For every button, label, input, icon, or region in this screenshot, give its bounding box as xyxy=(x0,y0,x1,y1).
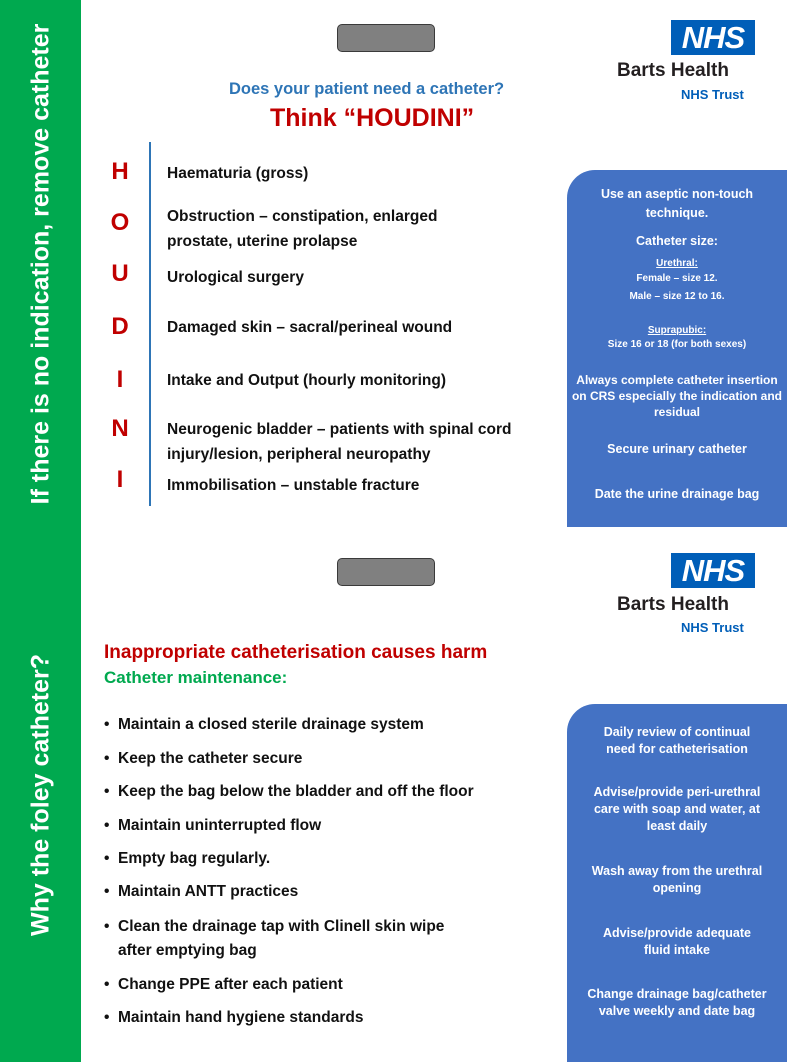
think-houdini-heading: Think “HOUDINI” xyxy=(270,104,475,132)
maintenance-item-continuation: after emptying bag xyxy=(118,942,257,959)
fluid-intake-text: Advise/provide adequate fluid intake xyxy=(603,926,751,957)
houdini-letter-d: D xyxy=(111,313,129,340)
date-bag-text: Date the urine drainage bag xyxy=(594,487,760,501)
houdini-criterion-n: Neurogenic bladder – patients with spinal cord injury/lesion, peripheral neuropathy xyxy=(167,421,512,463)
houdini-divider xyxy=(149,142,151,506)
secure-catheter-text: Secure urinary catheter xyxy=(607,442,747,456)
houdini-letter-i: I xyxy=(116,366,124,393)
placeholder-pill-top xyxy=(337,24,435,52)
catheter-size-heading: Catheter size: xyxy=(636,234,718,248)
peri-urethral-care-text: Advise/provide peri-urethral care with soap and water, at least daily xyxy=(593,785,761,833)
wash-away-text: Wash away from the urethral opening xyxy=(591,864,763,895)
maintenance-item: • Maintain hand hygiene standards xyxy=(104,1009,364,1026)
houdini-criterion-h: Haematuria (gross) xyxy=(167,165,309,182)
suprapubic-label: Suprapubic: xyxy=(647,325,707,336)
houdini-letter-o: O xyxy=(110,209,130,236)
houdini-criterion-i: Intake and Output (hourly monitoring) xyxy=(167,372,446,389)
sidebar-remove-catheter xyxy=(0,0,81,527)
trust-name-top: NHS Trust xyxy=(681,87,744,102)
houdini-criterion-u: Urological surgery xyxy=(167,269,304,286)
houdini-criterion-i2: Immobilisation – unstable fracture xyxy=(167,477,420,494)
change-drainage-text: Change drainage bag/catheter valve weekly and date bag xyxy=(587,987,767,1018)
aseptic-text: Use an aseptic non-touch technique. xyxy=(600,187,754,220)
org-name-top: Barts Health xyxy=(617,60,729,81)
sidebar-remove-catheter-text: If there is no indication, remove catheter xyxy=(26,23,54,504)
houdini-letter-n: N xyxy=(111,415,129,442)
nhs-logo-top: NHS xyxy=(671,20,755,55)
urethral-male-size: Male – size 12 to 16. xyxy=(629,291,725,302)
maintenance-item: • Keep the catheter secure xyxy=(104,750,303,767)
catheter-question: Does your patient need a catheter? xyxy=(229,80,505,98)
sidebar-why-foley-text: Why the foley catheter? xyxy=(26,653,54,936)
maintenance-item: • Maintain ANTT practices xyxy=(104,883,299,900)
harm-heading: Inappropriate catheterisation causes harm xyxy=(104,642,488,663)
trust-name-bottom: NHS Trust xyxy=(681,620,744,635)
complete-crs-text: Always complete catheter insertion on CRS especially the indication and residual xyxy=(571,373,783,419)
maintenance-heading: Catheter maintenance: xyxy=(104,668,288,687)
org-name-bottom: Barts Health xyxy=(617,594,729,615)
maintenance-item: • Clean the drainage tap with Clinell skin wipe xyxy=(104,918,445,935)
insertion-guidance-box xyxy=(567,170,787,527)
maintenance-item: • Empty bag regularly. xyxy=(104,850,271,867)
houdini-letter-h: H xyxy=(111,158,129,185)
maintenance-item: • Change PPE after each patient xyxy=(104,976,343,993)
houdini-criterion-d: Damaged skin – sacral/perineal wound xyxy=(167,319,453,336)
sidebar-why-foley xyxy=(0,527,81,1062)
nhs-logo-bottom: NHS xyxy=(671,553,755,588)
suprapubic-size: Size 16 or 18 (for both sexes) xyxy=(607,339,747,350)
houdini-letter-i2: I xyxy=(116,466,124,493)
urethral-label: Urethral: xyxy=(656,258,698,269)
daily-review-text: Daily review of continual need for catheterisation xyxy=(603,725,751,756)
placeholder-pill-bottom xyxy=(337,558,435,586)
houdini-letter-u: U xyxy=(111,260,129,287)
maintenance-item: • Maintain uninterrupted flow xyxy=(104,817,322,834)
maintenance-guidance-box xyxy=(567,704,787,1062)
urethral-female-size: Female – size 12. xyxy=(636,273,718,284)
maintenance-item: • Maintain a closed sterile drainage system xyxy=(104,716,424,733)
maintenance-item: • Keep the bag below the bladder and off the floor xyxy=(104,783,474,800)
houdini-criterion-o: Obstruction – constipation, enlarged prostate, uterine prolapse xyxy=(167,208,438,250)
